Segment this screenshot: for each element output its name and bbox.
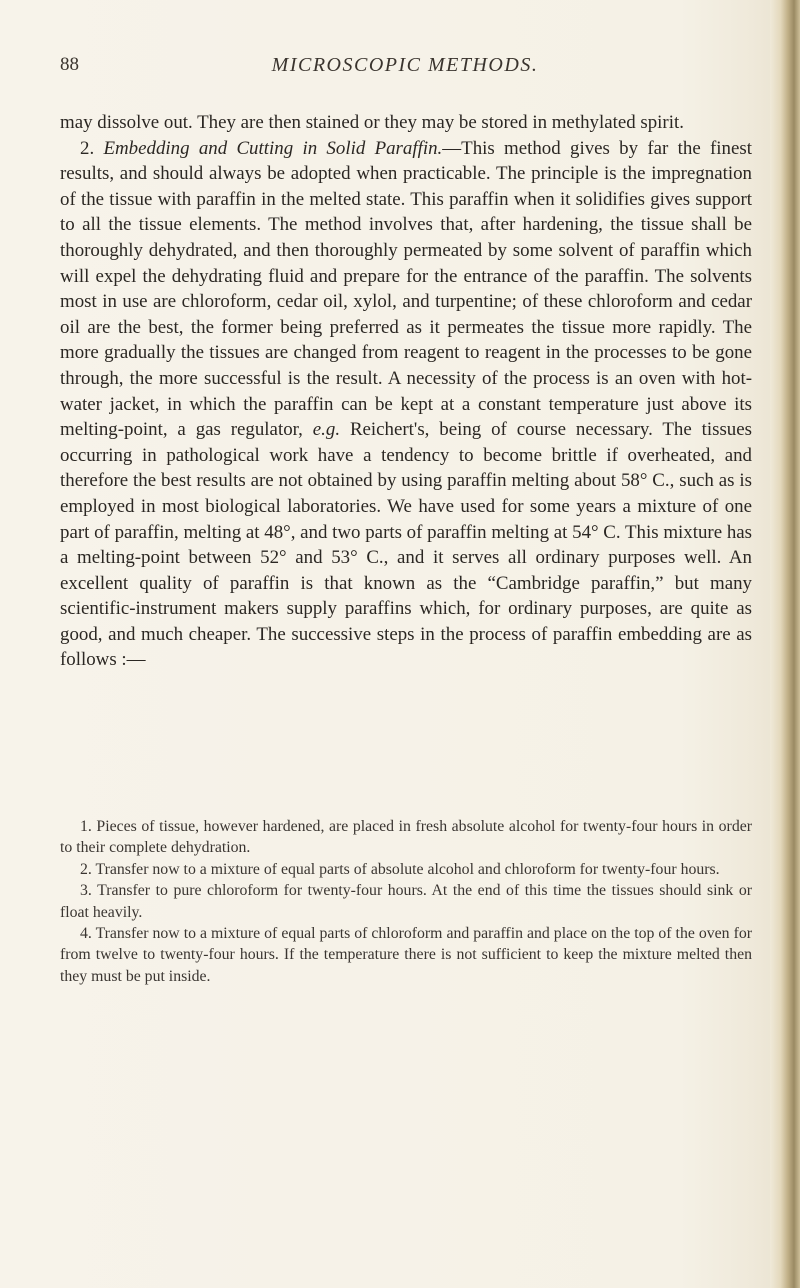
running-title: MICROSCOPIC METHODS. [271, 54, 539, 76]
page-number: 88 [60, 54, 79, 75]
section-number: 2. [80, 137, 95, 159]
step-item: 3. Transfer to pure chloroform for twenty-four hours. At the end of this time the tissues should sink or float heavily. [60, 882, 752, 921]
steps-list [60, 816, 752, 987]
step-item: 2. Transfer now to a mixture of equal parts of absolute alcohol and chloroform for twenty-four hours. [80, 860, 720, 878]
page-edge-shadow [770, 0, 800, 1288]
section-heading: Embedding and Cutting in Solid Paraffin. [103, 137, 443, 159]
eg-abbreviation: e.g. [312, 419, 341, 441]
running-head [60, 54, 750, 82]
step-item: 1. Pieces of tissue, however hardened, are placed in fresh absolute alcohol for twenty-four hours in order to their complete dehydration. [60, 818, 752, 857]
paragraph-text: —This method gives by far the finest results, and should always be adopted when practicable. The principle is the impregnation of the tissue with paraffin in the melted state. This paraffin when it solidifies gives support to all the tissue elements. The method involves that, after hardening, the tissue shall be thoroughly dehydrated, and then thoroughly permeated by some solvent of paraffin which will expel the dehydrating fluid and prepare for the entrance of the paraffin. The solvents most in use are chloroform, cedar oil, xylol, and turpentine; of these chloroform and cedar oil are the best, the former being preferred as it permeates the tissue more rapidly. The more gradually the tissues are changed from reagent to reagent in the processes to be gone through, the more successful is the result. A necessity of the process is an oven with hot-water jacket, in which the paraffin can be kept at a constant temperature just above its melting-point, a gas regulator, [60, 137, 752, 441]
step-item: 4. Transfer now to a mixture of equal parts of chloroform and paraffin and place on the top of the oven for from twelve to twenty-four hours. If the temperature there is not sufficient to keep the mixture melted then they must be put inside. [60, 925, 752, 985]
paragraph-embedding [60, 136, 752, 673]
body-text [60, 110, 752, 673]
paragraph-text-continued: Reichert's, being of course necessary. The tissues occurring in pathological work have a tendency to become brittle if overheated, and therefore the best results are not obtained by using paraffin melting about 58° C., such as is employed in most biological laboratories. We have used for some years a mixture of one part of paraffin, melting at 48°, and two parts of paraffin melting at 54° C. This mixture has a melting-point between 52° and 53° C., and it serves all ordinary purposes well. An excellent quality of paraffin is that known as the “Cambridge paraffin,” but many scientific-instrument makers supply paraffins which, for ordinary purposes, are quite as good, and much cheaper. The successive steps in the process of paraffin embedding are as follows :— [60, 419, 752, 671]
paragraph-continuation: may dissolve out. They are then stained or they may be stored in methylated spirit. [60, 112, 684, 133]
